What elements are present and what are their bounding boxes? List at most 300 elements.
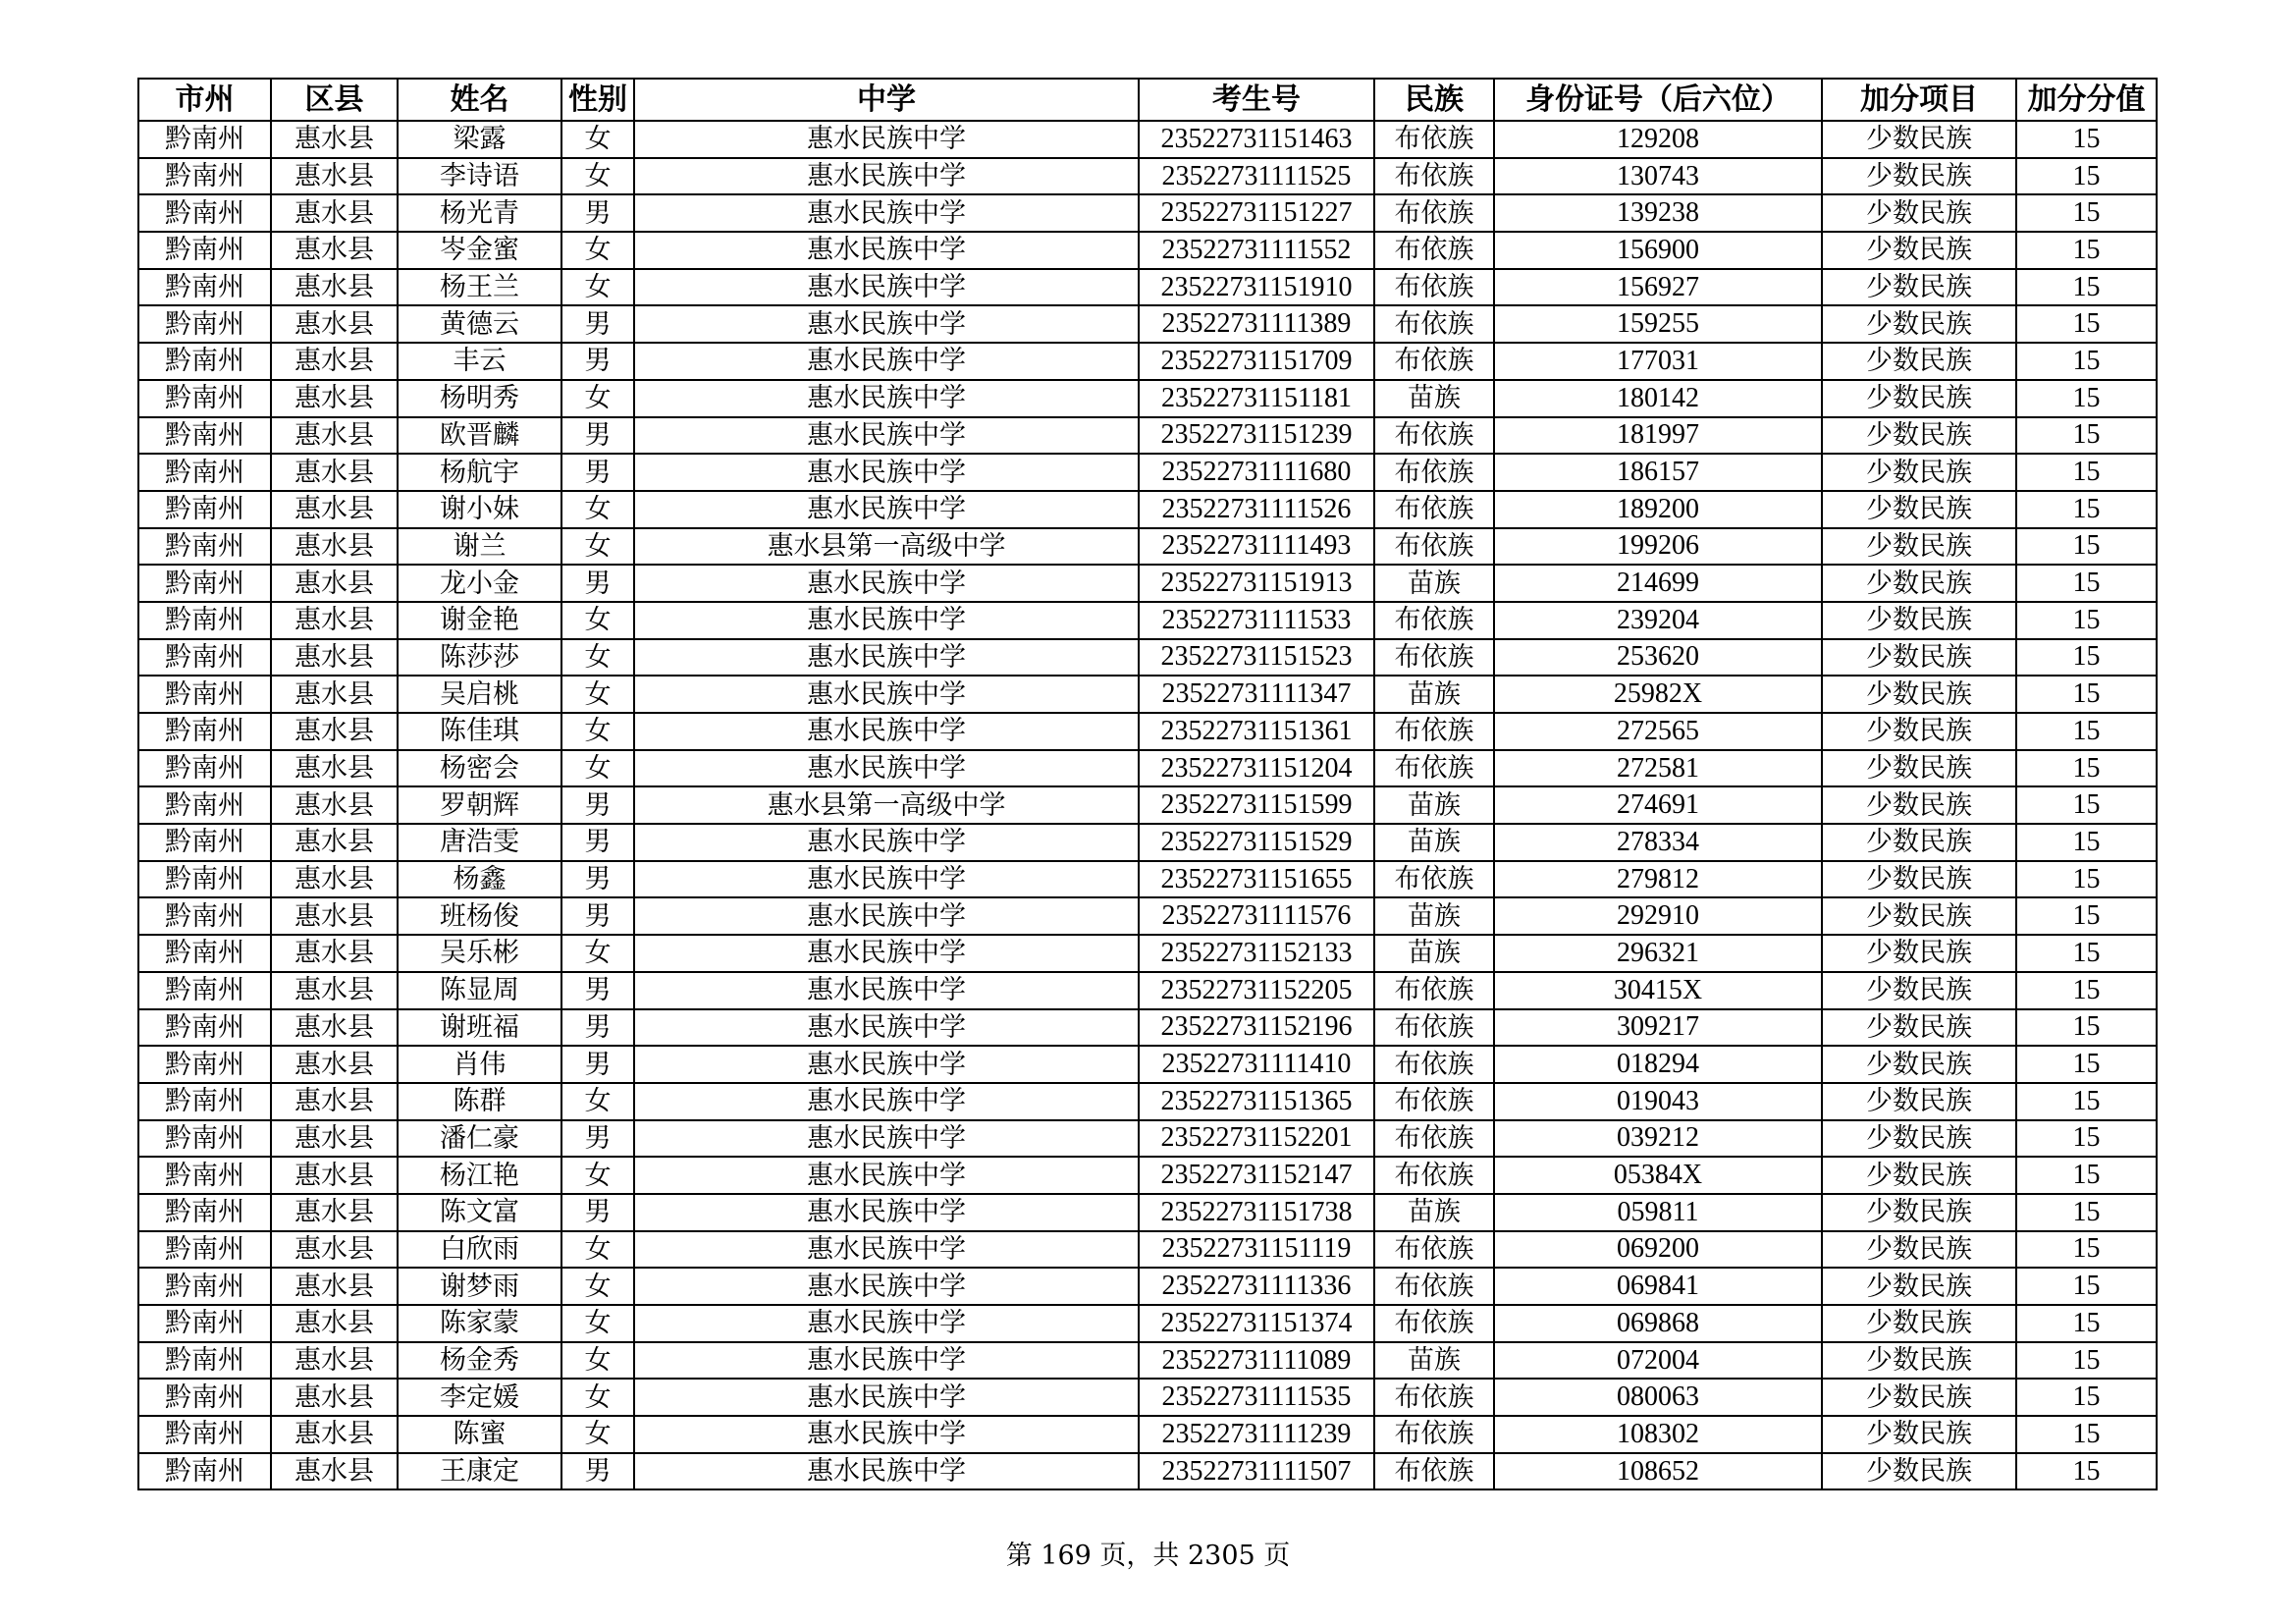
city-cell: 黔南州 xyxy=(138,565,271,602)
bonus-item-cell: 少数民族 xyxy=(1822,417,2016,455)
name-cell: 吴乐彬 xyxy=(398,935,561,972)
county-cell: 惠水县 xyxy=(271,565,398,602)
bonus-value-cell: 15 xyxy=(2016,232,2157,269)
name-cell: 陈家蒙 xyxy=(398,1305,561,1342)
bonus-value-cell: 15 xyxy=(2016,750,2157,787)
id-last-six-cell: 30415X xyxy=(1494,972,1822,1009)
name-cell: 杨王兰 xyxy=(398,269,561,306)
bonus-item-cell: 少数民族 xyxy=(1822,750,2016,787)
name-cell: 杨光青 xyxy=(398,194,561,232)
bonus-value-cell: 15 xyxy=(2016,121,2157,158)
gender-cell: 女 xyxy=(561,935,634,972)
col-header-name: 姓名 xyxy=(398,79,561,121)
bonus-value-cell: 15 xyxy=(2016,528,2157,566)
ethnicity-cell: 苗族 xyxy=(1374,380,1494,417)
name-cell: 谢班福 xyxy=(398,1009,561,1047)
bonus-value-cell: 15 xyxy=(2016,417,2157,455)
ethnicity-cell: 苗族 xyxy=(1374,1342,1494,1380)
id-last-six-cell: 309217 xyxy=(1494,1009,1822,1047)
table-row xyxy=(138,1009,2157,1047)
city-cell: 黔南州 xyxy=(138,639,271,677)
name-cell: 李诗语 xyxy=(398,158,561,195)
bonus-value-cell: 15 xyxy=(2016,1009,2157,1047)
bonus-item-cell: 少数民族 xyxy=(1822,528,2016,566)
table-row xyxy=(138,380,2157,417)
city-cell: 黔南州 xyxy=(138,491,271,528)
school-cell: 惠水民族中学 xyxy=(634,1194,1139,1231)
gender-cell: 女 xyxy=(561,1268,634,1305)
ethnicity-cell: 布依族 xyxy=(1374,528,1494,566)
id-last-six-cell: 039212 xyxy=(1494,1120,1822,1158)
bonus-item-cell: 少数民族 xyxy=(1822,1416,2016,1453)
bonus-value-cell: 15 xyxy=(2016,1157,2157,1194)
school-cell: 惠水民族中学 xyxy=(634,972,1139,1009)
table-row xyxy=(138,565,2157,602)
gender-cell: 男 xyxy=(561,1120,634,1158)
gender-cell: 女 xyxy=(561,528,634,566)
bonus-item-cell: 少数民族 xyxy=(1822,1009,2016,1047)
city-cell: 黔南州 xyxy=(138,417,271,455)
gender-cell: 男 xyxy=(561,343,634,380)
school-cell: 惠水民族中学 xyxy=(634,491,1139,528)
bonus-item-cell: 少数民族 xyxy=(1822,232,2016,269)
name-cell: 陈莎莎 xyxy=(398,639,561,677)
school-cell: 惠水民族中学 xyxy=(634,1379,1139,1416)
name-cell: 杨鑫 xyxy=(398,861,561,898)
gender-cell: 女 xyxy=(561,121,634,158)
exam-number-cell: 23522731111239 xyxy=(1139,1416,1374,1453)
exam-number-cell: 23522731111525 xyxy=(1139,158,1374,195)
name-cell: 班杨俊 xyxy=(398,897,561,935)
county-cell: 惠水县 xyxy=(271,454,398,491)
school-cell: 惠水民族中学 xyxy=(634,269,1139,306)
id-last-six-cell: 199206 xyxy=(1494,528,1822,566)
city-cell: 黔南州 xyxy=(138,676,271,713)
bonus-value-cell: 15 xyxy=(2016,194,2157,232)
ethnicity-cell: 苗族 xyxy=(1374,565,1494,602)
city-cell: 黔南州 xyxy=(138,935,271,972)
bonus-item-cell: 少数民族 xyxy=(1822,639,2016,677)
table-row xyxy=(138,1305,2157,1342)
table-row xyxy=(138,897,2157,935)
name-cell: 龙小金 xyxy=(398,565,561,602)
county-cell: 惠水县 xyxy=(271,491,398,528)
gender-cell: 男 xyxy=(561,454,634,491)
gender-cell: 男 xyxy=(561,305,634,343)
bonus-item-cell: 少数民族 xyxy=(1822,897,2016,935)
exam-number-cell: 23522731111552 xyxy=(1139,232,1374,269)
id-last-six-cell: 159255 xyxy=(1494,305,1822,343)
bonus-value-cell: 15 xyxy=(2016,454,2157,491)
name-cell: 潘仁豪 xyxy=(398,1120,561,1158)
city-cell: 黔南州 xyxy=(138,1120,271,1158)
county-cell: 惠水县 xyxy=(271,1305,398,1342)
gender-cell: 男 xyxy=(561,1453,634,1490)
exam-number-cell: 23522731151738 xyxy=(1139,1194,1374,1231)
exam-number-cell: 23522731151361 xyxy=(1139,713,1374,750)
bonus-value-cell: 15 xyxy=(2016,713,2157,750)
bonus-value-cell: 15 xyxy=(2016,491,2157,528)
ethnicity-cell: 布依族 xyxy=(1374,1416,1494,1453)
table-row xyxy=(138,676,2157,713)
exam-number-cell: 23522731151119 xyxy=(1139,1231,1374,1269)
ethnicity-cell: 布依族 xyxy=(1374,1046,1494,1083)
ethnicity-cell: 布依族 xyxy=(1374,1120,1494,1158)
bonus-item-cell: 少数民族 xyxy=(1822,1342,2016,1380)
exam-number-cell: 23522731151181 xyxy=(1139,380,1374,417)
school-cell: 惠水民族中学 xyxy=(634,750,1139,787)
name-cell: 杨密会 xyxy=(398,750,561,787)
exam-number-cell: 23522731152196 xyxy=(1139,1009,1374,1047)
col-header-id-last-six: 身份证号（后六位） xyxy=(1494,79,1822,121)
city-cell: 黔南州 xyxy=(138,380,271,417)
school-cell: 惠水民族中学 xyxy=(634,935,1139,972)
city-cell: 黔南州 xyxy=(138,269,271,306)
city-cell: 黔南州 xyxy=(138,1009,271,1047)
header-row xyxy=(138,79,2157,121)
county-cell: 惠水县 xyxy=(271,639,398,677)
table-body xyxy=(138,121,2157,1489)
name-cell: 杨航宇 xyxy=(398,454,561,491)
county-cell: 惠水县 xyxy=(271,380,398,417)
school-cell: 惠水民族中学 xyxy=(634,343,1139,380)
table-row xyxy=(138,269,2157,306)
bonus-value-cell: 15 xyxy=(2016,269,2157,306)
table-row xyxy=(138,194,2157,232)
name-cell: 陈群 xyxy=(398,1083,561,1120)
ethnicity-cell: 布依族 xyxy=(1374,1379,1494,1416)
id-last-six-cell: 239204 xyxy=(1494,602,1822,639)
table-row xyxy=(138,1379,2157,1416)
name-cell: 岑金蜜 xyxy=(398,232,561,269)
name-cell: 陈佳琪 xyxy=(398,713,561,750)
bonus-item-cell: 少数民族 xyxy=(1822,1194,2016,1231)
city-cell: 黔南州 xyxy=(138,1194,271,1231)
ethnicity-cell: 布依族 xyxy=(1374,1305,1494,1342)
county-cell: 惠水县 xyxy=(271,935,398,972)
school-cell: 惠水民族中学 xyxy=(634,565,1139,602)
bonus-item-cell: 少数民族 xyxy=(1822,972,2016,1009)
school-cell: 惠水民族中学 xyxy=(634,676,1139,713)
bonus-item-cell: 少数民族 xyxy=(1822,305,2016,343)
id-last-six-cell: 180142 xyxy=(1494,380,1822,417)
id-last-six-cell: 072004 xyxy=(1494,1342,1822,1380)
bonus-item-cell: 少数民族 xyxy=(1822,121,2016,158)
table-row xyxy=(138,1083,2157,1120)
exam-number-cell: 23522731151523 xyxy=(1139,639,1374,677)
city-cell: 黔南州 xyxy=(138,1083,271,1120)
gender-cell: 男 xyxy=(561,824,634,861)
bonus-points-table xyxy=(137,78,2158,1490)
school-cell: 惠水民族中学 xyxy=(634,305,1139,343)
ethnicity-cell: 布依族 xyxy=(1374,972,1494,1009)
gender-cell: 女 xyxy=(561,1342,634,1380)
id-last-six-cell: 272581 xyxy=(1494,750,1822,787)
ethnicity-cell: 苗族 xyxy=(1374,897,1494,935)
bonus-value-cell: 15 xyxy=(2016,343,2157,380)
table-row xyxy=(138,528,2157,566)
county-cell: 惠水县 xyxy=(271,528,398,566)
county-cell: 惠水县 xyxy=(271,1120,398,1158)
county-cell: 惠水县 xyxy=(271,1268,398,1305)
bonus-item-cell: 少数民族 xyxy=(1822,343,2016,380)
gender-cell: 女 xyxy=(561,1157,634,1194)
ethnicity-cell: 布依族 xyxy=(1374,1009,1494,1047)
ethnicity-cell: 布依族 xyxy=(1374,639,1494,677)
name-cell: 谢梦雨 xyxy=(398,1268,561,1305)
school-cell: 惠水民族中学 xyxy=(634,1416,1139,1453)
bonus-value-cell: 15 xyxy=(2016,1379,2157,1416)
school-cell: 惠水民族中学 xyxy=(634,1453,1139,1490)
gender-cell: 女 xyxy=(561,1379,634,1416)
school-cell: 惠水民族中学 xyxy=(634,1157,1139,1194)
table-row xyxy=(138,1120,2157,1158)
id-last-six-cell: 130743 xyxy=(1494,158,1822,195)
bonus-item-cell: 少数民族 xyxy=(1822,1305,2016,1342)
school-cell: 惠水民族中学 xyxy=(634,1083,1139,1120)
gender-cell: 男 xyxy=(561,861,634,898)
ethnicity-cell: 布依族 xyxy=(1374,1453,1494,1490)
gender-cell: 女 xyxy=(561,232,634,269)
school-cell: 惠水民族中学 xyxy=(634,194,1139,232)
bonus-item-cell: 少数民族 xyxy=(1822,1120,2016,1158)
county-cell: 惠水县 xyxy=(271,1157,398,1194)
school-cell: 惠水民族中学 xyxy=(634,1268,1139,1305)
name-cell: 梁露 xyxy=(398,121,561,158)
exam-number-cell: 23522731111533 xyxy=(1139,602,1374,639)
city-cell: 黔南州 xyxy=(138,1157,271,1194)
ethnicity-cell: 布依族 xyxy=(1374,750,1494,787)
id-last-six-cell: 069200 xyxy=(1494,1231,1822,1269)
gender-cell: 男 xyxy=(561,1194,634,1231)
name-cell: 谢小妹 xyxy=(398,491,561,528)
id-last-six-cell: 018294 xyxy=(1494,1046,1822,1083)
id-last-six-cell: 156927 xyxy=(1494,269,1822,306)
col-header-bonus-value: 加分分值 xyxy=(2016,79,2157,121)
ethnicity-cell: 苗族 xyxy=(1374,824,1494,861)
name-cell: 谢金艳 xyxy=(398,602,561,639)
table-row xyxy=(138,491,2157,528)
bonus-value-cell: 15 xyxy=(2016,1416,2157,1453)
name-cell: 白欣雨 xyxy=(398,1231,561,1269)
county-cell: 惠水县 xyxy=(271,1342,398,1380)
county-cell: 惠水县 xyxy=(271,602,398,639)
name-cell: 黄德云 xyxy=(398,305,561,343)
bonus-item-cell: 少数民族 xyxy=(1822,1379,2016,1416)
ethnicity-cell: 布依族 xyxy=(1374,1231,1494,1269)
gender-cell: 女 xyxy=(561,676,634,713)
bonus-value-cell: 15 xyxy=(2016,935,2157,972)
ethnicity-cell: 布依族 xyxy=(1374,454,1494,491)
id-last-six-cell: 108652 xyxy=(1494,1453,1822,1490)
school-cell: 惠水民族中学 xyxy=(634,639,1139,677)
school-cell: 惠水民族中学 xyxy=(634,1009,1139,1047)
county-cell: 惠水县 xyxy=(271,1416,398,1453)
city-cell: 黔南州 xyxy=(138,861,271,898)
exam-number-cell: 23522731151599 xyxy=(1139,786,1374,824)
exam-number-cell: 23522731151239 xyxy=(1139,417,1374,455)
name-cell: 杨江艳 xyxy=(398,1157,561,1194)
id-last-six-cell: 272565 xyxy=(1494,713,1822,750)
exam-number-cell: 23522731111526 xyxy=(1139,491,1374,528)
id-last-six-cell: 274691 xyxy=(1494,786,1822,824)
school-cell: 惠水民族中学 xyxy=(634,1046,1139,1083)
exam-number-cell: 23522731151227 xyxy=(1139,194,1374,232)
gender-cell: 男 xyxy=(561,417,634,455)
county-cell: 惠水县 xyxy=(271,713,398,750)
bonus-value-cell: 15 xyxy=(2016,1194,2157,1231)
id-last-six-cell: 296321 xyxy=(1494,935,1822,972)
col-header-ethnicity: 民族 xyxy=(1374,79,1494,121)
id-last-six-cell: 278334 xyxy=(1494,824,1822,861)
exam-number-cell: 23522731151655 xyxy=(1139,861,1374,898)
name-cell: 罗朝辉 xyxy=(398,786,561,824)
county-cell: 惠水县 xyxy=(271,1231,398,1269)
exam-number-cell: 23522731151365 xyxy=(1139,1083,1374,1120)
ethnicity-cell: 布依族 xyxy=(1374,194,1494,232)
table-row xyxy=(138,972,2157,1009)
page-footer: 第 169 页，共 2305 页 xyxy=(1005,1541,1291,1571)
bonus-item-cell: 少数民族 xyxy=(1822,1046,2016,1083)
table-row xyxy=(138,824,2157,861)
bonus-value-cell: 15 xyxy=(2016,639,2157,677)
exam-number-cell: 23522731151204 xyxy=(1139,750,1374,787)
table-row xyxy=(138,935,2157,972)
table-row xyxy=(138,1046,2157,1083)
school-cell: 惠水民族中学 xyxy=(634,232,1139,269)
city-cell: 黔南州 xyxy=(138,750,271,787)
id-last-six-cell: 279812 xyxy=(1494,861,1822,898)
county-cell: 惠水县 xyxy=(271,343,398,380)
table-row xyxy=(138,232,2157,269)
table-row xyxy=(138,1416,2157,1453)
ethnicity-cell: 布依族 xyxy=(1374,713,1494,750)
name-cell: 唐浩雯 xyxy=(398,824,561,861)
county-cell: 惠水县 xyxy=(271,417,398,455)
bonus-value-cell: 15 xyxy=(2016,1268,2157,1305)
gender-cell: 男 xyxy=(561,565,634,602)
exam-number-cell: 23522731151374 xyxy=(1139,1305,1374,1342)
name-cell: 陈蜜 xyxy=(398,1416,561,1453)
school-cell: 惠水民族中学 xyxy=(634,861,1139,898)
city-cell: 黔南州 xyxy=(138,1046,271,1083)
bonus-item-cell: 少数民族 xyxy=(1822,1083,2016,1120)
bonus-item-cell: 少数民族 xyxy=(1822,1268,2016,1305)
gender-cell: 女 xyxy=(561,1416,634,1453)
bonus-value-cell: 15 xyxy=(2016,1046,2157,1083)
gender-cell: 女 xyxy=(561,380,634,417)
ethnicity-cell: 布依族 xyxy=(1374,158,1494,195)
col-header-gender: 性别 xyxy=(561,79,634,121)
id-last-six-cell: 214699 xyxy=(1494,565,1822,602)
bonus-value-cell: 15 xyxy=(2016,380,2157,417)
name-cell: 陈文富 xyxy=(398,1194,561,1231)
table-row xyxy=(138,1453,2157,1490)
table-row xyxy=(138,1268,2157,1305)
gender-cell: 男 xyxy=(561,1009,634,1047)
table-row xyxy=(138,121,2157,158)
county-cell: 惠水县 xyxy=(271,786,398,824)
name-cell: 肖伟 xyxy=(398,1046,561,1083)
table-row xyxy=(138,158,2157,195)
table-row xyxy=(138,417,2157,455)
exam-number-cell: 23522731111493 xyxy=(1139,528,1374,566)
ethnicity-cell: 苗族 xyxy=(1374,676,1494,713)
exam-number-cell: 23522731152147 xyxy=(1139,1157,1374,1194)
exam-number-cell: 23522731152205 xyxy=(1139,972,1374,1009)
city-cell: 黔南州 xyxy=(138,713,271,750)
bonus-item-cell: 少数民族 xyxy=(1822,380,2016,417)
county-cell: 惠水县 xyxy=(271,1009,398,1047)
name-cell: 杨金秀 xyxy=(398,1342,561,1380)
name-cell: 丰云 xyxy=(398,343,561,380)
exam-number-cell: 23522731111410 xyxy=(1139,1046,1374,1083)
city-cell: 黔南州 xyxy=(138,1416,271,1453)
gender-cell: 男 xyxy=(561,897,634,935)
bonus-item-cell: 少数民族 xyxy=(1822,1231,2016,1269)
table-row xyxy=(138,713,2157,750)
county-cell: 惠水县 xyxy=(271,1379,398,1416)
school-cell: 惠水民族中学 xyxy=(634,713,1139,750)
school-cell: 惠水民族中学 xyxy=(634,824,1139,861)
city-cell: 黔南州 xyxy=(138,121,271,158)
bonus-item-cell: 少数民族 xyxy=(1822,676,2016,713)
exam-number-cell: 23522731152133 xyxy=(1139,935,1374,972)
ethnicity-cell: 布依族 xyxy=(1374,269,1494,306)
county-cell: 惠水县 xyxy=(271,750,398,787)
bonus-item-cell: 少数民族 xyxy=(1822,454,2016,491)
id-last-six-cell: 069868 xyxy=(1494,1305,1822,1342)
bonus-value-cell: 15 xyxy=(2016,158,2157,195)
exam-number-cell: 23522731151529 xyxy=(1139,824,1374,861)
gender-cell: 女 xyxy=(561,750,634,787)
table-row xyxy=(138,602,2157,639)
bonus-value-cell: 15 xyxy=(2016,1342,2157,1380)
exam-number-cell: 23522731152201 xyxy=(1139,1120,1374,1158)
city-cell: 黔南州 xyxy=(138,1231,271,1269)
city-cell: 黔南州 xyxy=(138,343,271,380)
school-cell: 惠水民族中学 xyxy=(634,121,1139,158)
table-row xyxy=(138,750,2157,787)
id-last-six-cell: 069841 xyxy=(1494,1268,1822,1305)
table-row xyxy=(138,343,2157,380)
id-last-six-cell: 05384X xyxy=(1494,1157,1822,1194)
bonus-item-cell: 少数民族 xyxy=(1822,269,2016,306)
bonus-value-cell: 15 xyxy=(2016,1453,2157,1490)
table-row xyxy=(138,639,2157,677)
name-cell: 王康定 xyxy=(398,1453,561,1490)
exam-number-cell: 23522731111389 xyxy=(1139,305,1374,343)
school-cell: 惠水民族中学 xyxy=(634,1305,1139,1342)
bonus-item-cell: 少数民族 xyxy=(1822,1157,2016,1194)
city-cell: 黔南州 xyxy=(138,305,271,343)
ethnicity-cell: 布依族 xyxy=(1374,861,1494,898)
school-cell: 惠水民族中学 xyxy=(634,1120,1139,1158)
county-cell: 惠水县 xyxy=(271,676,398,713)
table-row xyxy=(138,861,2157,898)
county-cell: 惠水县 xyxy=(271,972,398,1009)
col-header-city: 市州 xyxy=(138,79,271,121)
ethnicity-cell: 布依族 xyxy=(1374,121,1494,158)
city-cell: 黔南州 xyxy=(138,897,271,935)
city-cell: 黔南州 xyxy=(138,194,271,232)
bonus-value-cell: 15 xyxy=(2016,786,2157,824)
exam-number-cell: 23522731151463 xyxy=(1139,121,1374,158)
table-row xyxy=(138,1194,2157,1231)
id-last-six-cell: 059811 xyxy=(1494,1194,1822,1231)
name-cell: 李定媛 xyxy=(398,1379,561,1416)
county-cell: 惠水县 xyxy=(271,1453,398,1490)
